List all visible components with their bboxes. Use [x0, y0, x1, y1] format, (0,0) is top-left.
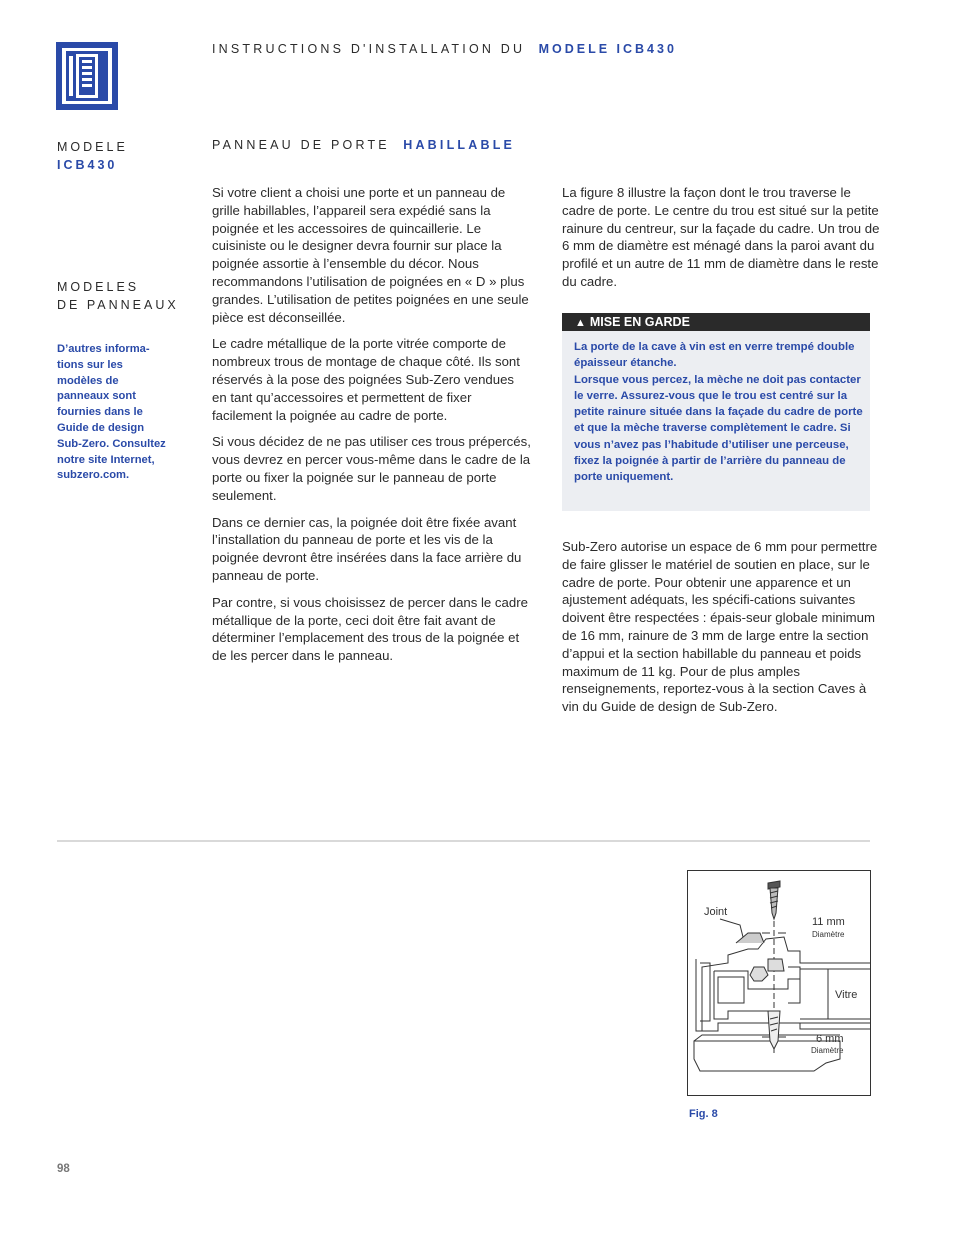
left-column	[212, 184, 532, 674]
wine-cabinet-logo-icon	[56, 42, 118, 110]
paragraph: Par contre, si vous choisissez de percer dans le cadre métallique de la porte, ceci doit être fait avant de déterminer l’emplacement des trous de la poignée et de les percer dans le panneau.	[212, 594, 528, 664]
paragraph: Le cadre métallique de la porte vitrée comporte de nombreux trous de montage de chaque côté. Ils sont réservés à la pose des poignées Sub-Zero vendues en tant qu’accessoires et permettent de fixer facilement la poignée au cadre de porte.	[212, 336, 520, 423]
warning-header	[562, 313, 870, 331]
sidebar-panels-label-1: MODELES	[57, 280, 140, 294]
paragraph: Dans ce dernier cas, la poignée doit être fixée avant l’installation du panneau de porte et les vis de la poignée devront être insérées dans la face arrière du panneau de porte.	[212, 514, 522, 583]
section-title	[212, 138, 515, 152]
divider	[57, 840, 870, 842]
figure-label-diameter-top: Diamètre	[812, 930, 845, 939]
sidebar-model-label: MODELE	[57, 140, 128, 154]
sidebar-panels	[57, 278, 179, 314]
paragraph: Sub-Zero autorise un espace de 6 mm pour permettre de faire glisser le matériel de soutien en place, sur le cadre de porte. Pour obtenir une apparence et un ajustement adéquats, les spécifi-cations suivantes doivent être respectées : épais-seur globale minimum de 16 mm, rainure de 3 mm de large entre la section d’appui et la section habillable du panneau et poids maximum de 11 kg. Pour de plus amples renseignements, reportez-vous à la section Caves à vin du Guide de design de Sub-Zero.	[562, 539, 878, 715]
section-title-accent: HABILLABLE	[403, 138, 516, 152]
sidebar-model	[57, 138, 128, 174]
figure-label-joint: Joint	[704, 906, 728, 918]
paragraph: Si vous décidez de ne pas utiliser ces trous prépercés, vous devrez en percer vous-même dans le cadre de la porte ou fixer la poignée sur le panneau de porte seulement.	[212, 434, 531, 503]
section-title-prefix: PANNEAU DE PORTE	[212, 138, 390, 152]
warning-title: MISE EN GARDE	[589, 315, 690, 329]
header-prefix: INSTRUCTIONS D'INSTALLATION DU	[212, 42, 526, 56]
sidebar-note: D’autres informa- tions sur les modèles de panneaux sont fournies dans le Guide de design Sub-Zero. Consultez notre site Internet, subzero.com.	[57, 343, 166, 482]
figure-8	[687, 870, 871, 1096]
figure-label-6mm: 6 mm	[816, 1033, 844, 1045]
warning-triangle-icon: ▲	[575, 317, 586, 329]
header-title	[212, 42, 677, 56]
sidebar-model-code: ICB430	[57, 158, 118, 172]
page-number: 98	[57, 1163, 70, 1175]
figure-label-11mm: 11 mm	[812, 916, 845, 928]
figure-label-vitre: Vitre	[835, 989, 858, 1001]
figure-label-diameter-bottom: Diamètre	[811, 1046, 844, 1055]
paragraph: Si votre client a choisi une porte et un panneau de grille habillables, l’appareil sera expédié sans la poignée et les accessoires de quincaillerie. Le cuisiniste ou le designer devra fournir sur place la poignée assortie à l’ensemble du décor. Nous recommandons l’utilisation de poignées en « D » plus grandes. L’utilisation de petites poignées en une seule pièce est déconseillée.	[212, 185, 529, 325]
header-model: MODELE ICB430	[538, 42, 677, 56]
right-column-top	[562, 184, 884, 300]
paragraph: La figure 8 illustre la façon dont le trou traverse le cadre de porte. Le centre du trou est situé sur la petite rainure du centreur, sur la façade du cadre. Un trou de 6 mm de diamètre est ménagé dans la paroi avant du profilé et un autre de 11 mm de diamètre dans le reste du cadre.	[562, 185, 880, 289]
figure-caption: Fig. 8	[689, 1108, 718, 1120]
sidebar-panels-label-2: DE PANNEAUX	[57, 298, 179, 312]
door-frame-section-diagram	[688, 871, 870, 1095]
right-column-bottom	[562, 538, 884, 725]
warning-text: La porte de la cave à vin est en verre trempé double épaisseur étanche. Lorsque vous percez, la mèche ne doit pas contacter le verre. Assurez-vous que le trou est centré sur la petite rainure située dans la façade du cadre de porte et que la mèche traverse complètement le cadre. Si vous n’avez pas l’habitude d’utiliser une perceuse, fixez la poignée à partir de l’arrière du panneau de porte uniquement.	[574, 341, 863, 484]
